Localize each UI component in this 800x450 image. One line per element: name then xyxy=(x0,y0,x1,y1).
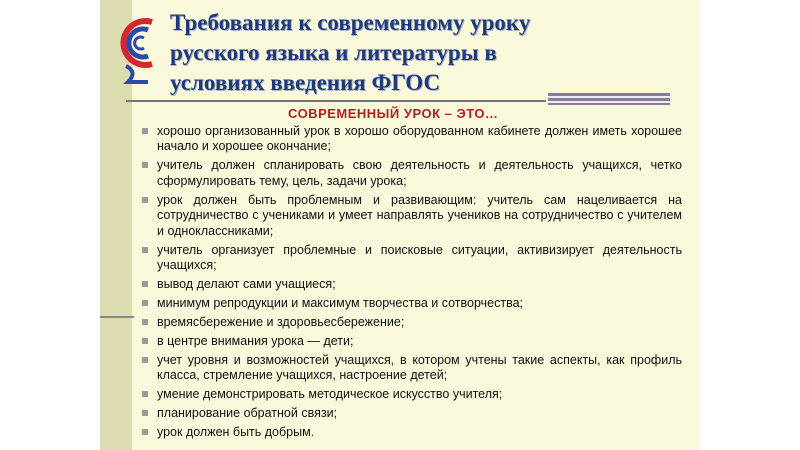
slide-title xyxy=(170,8,590,98)
list-item xyxy=(142,387,682,402)
list-item-text: умение демонстрировать методическое искусство учителя; xyxy=(157,387,503,402)
list-item-text: хорошо организованный урок в хорошо оборудованном кабинете должен иметь хорошее начало и хорошее окончание; xyxy=(157,124,682,154)
list-item-text: планирование обратной связи; xyxy=(157,406,338,421)
bullet-icon xyxy=(142,197,148,203)
bullet-icon xyxy=(142,391,148,397)
requirements-list xyxy=(142,124,682,444)
side-marker xyxy=(100,316,134,318)
list-item-text: учитель организует проблемные и поисковые ситуации, активизирует деятельность учащихся; xyxy=(157,242,682,273)
list-item-text: вывод делают сами учащиеся; xyxy=(157,277,336,292)
list-item xyxy=(142,425,682,440)
bullet-icon xyxy=(142,357,148,363)
bullet-icon xyxy=(142,338,148,344)
title-divider xyxy=(126,100,546,102)
bullet-icon xyxy=(142,247,148,253)
title-line: русского языка и литературы в xyxy=(170,40,497,65)
fgos-logo-icon xyxy=(108,8,170,88)
list-item-text: времясбережение и здоровьесбережение; xyxy=(157,315,405,330)
list-item xyxy=(142,277,682,292)
list-item-text: урок должен быть проблемным и развивающим: учитель сам нацеливается на сотрудничество с учениками и умеет направлять учеников на сотрудничество с учителем и одноклассниками; xyxy=(157,192,682,238)
list-item-text: минимум репродукции и максимум творчества и сотворчества; xyxy=(157,296,523,311)
list-item-text: в центре внимания урока — дети; xyxy=(157,334,354,349)
list-item xyxy=(142,243,682,274)
divider-accent xyxy=(548,93,670,105)
list-item xyxy=(142,406,682,421)
list-item xyxy=(142,315,682,330)
title-line: Требования к современному уроку xyxy=(170,10,531,35)
list-item-text: учет уровня и возможностей учащихся, в котором учтены такие аспекты, как профиль класса, стремление учащихся, настроение детей; xyxy=(157,353,682,383)
title-line: условиях введения ФГОС xyxy=(170,70,441,95)
list-item xyxy=(142,193,682,239)
bullet-icon xyxy=(142,300,148,306)
bullet-icon xyxy=(142,410,148,416)
slide xyxy=(100,0,700,450)
bullet-icon xyxy=(142,128,148,134)
list-item xyxy=(142,353,682,384)
bullet-icon xyxy=(142,319,148,325)
list-item-text: урок должен быть добрым. xyxy=(157,425,315,440)
bullet-icon xyxy=(142,281,148,287)
list-item-text: учитель должен спланировать свою деятельность и деятельность учащихся, четко сформулировать тему, цель, задачи урока; xyxy=(157,158,682,188)
list-item xyxy=(142,296,682,311)
bullet-icon xyxy=(142,429,148,435)
list-item xyxy=(142,158,682,189)
list-item xyxy=(142,124,682,155)
list-item xyxy=(142,334,682,349)
slide-subtitle: СОВРЕМЕННЫЙ УРОК – ЭТО… xyxy=(288,106,499,121)
bullet-icon xyxy=(142,162,148,168)
